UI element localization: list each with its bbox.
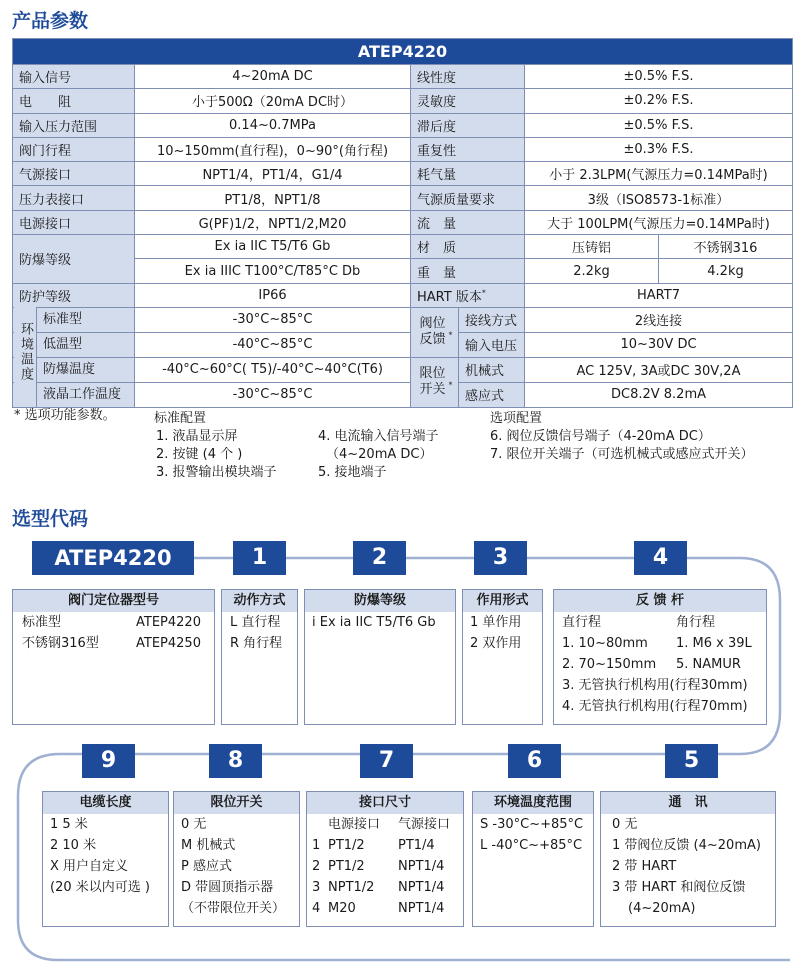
spec-value: NPT1/4，PT1/4，G1/4 xyxy=(135,162,411,186)
spec-label: 低温型 xyxy=(43,336,83,352)
list-item xyxy=(562,612,752,633)
list-item: S -30°C~+85°C xyxy=(480,817,584,832)
list-item: L -40°C~+85°C xyxy=(480,838,583,853)
option-name: NPT1/2 xyxy=(328,880,375,895)
spec-value: G(PF)1/2，NPT1/2,M20 xyxy=(135,210,411,234)
spec-label: 输入电压 xyxy=(459,332,525,357)
list-item: 0 无 xyxy=(612,817,638,832)
spec-label: 气源接口 xyxy=(13,162,135,186)
list-item: L 直行程 xyxy=(230,615,281,630)
spec-label: 灵敏度 xyxy=(411,89,525,113)
spec-value: -40°C~60°C( T5)/-40°C~40°C(T6) xyxy=(135,357,411,382)
spec-value: Ex ia IIIC T100°C/T85°C Db xyxy=(135,259,411,283)
option-name: NPT1/4 xyxy=(398,859,445,874)
list-item: 3. 无管执行机构用(行程30mm) xyxy=(562,678,748,693)
list-item: 2. 按键 (4 个 ) xyxy=(156,447,243,462)
spec-value: Ex ia IIC T5/T6 Gb xyxy=(135,235,411,259)
spec-label: 感应式 xyxy=(459,382,525,407)
optional-mark: * xyxy=(481,288,486,298)
list-item xyxy=(312,898,450,919)
group-body xyxy=(181,814,285,919)
optional-mark: * xyxy=(448,381,453,391)
model-code-box: ATEP4220 xyxy=(32,541,194,575)
list-item: i Ex ia IIC T5/T6 Gb xyxy=(312,615,436,630)
group-body xyxy=(22,612,201,654)
code-box-6: 6 xyxy=(508,744,561,778)
option-code: ATEP4250 xyxy=(136,636,201,651)
group-title: 接口尺寸 xyxy=(307,792,463,814)
spec-label: 标准型 xyxy=(43,311,83,327)
spec-value: 4.2kg xyxy=(659,259,793,283)
option-name: 标准型 xyxy=(22,615,62,630)
spec-value: 2线连接 xyxy=(525,307,793,332)
group-body xyxy=(612,814,761,919)
spec-value: 0.14~0.7MPa xyxy=(135,113,411,137)
spec-label: 防爆温度 xyxy=(43,361,96,377)
list-item: 1 带阀位反馈 (4~20mA) xyxy=(612,838,761,853)
code-box-1: 1 xyxy=(233,541,286,575)
list-item: R 角行程 xyxy=(230,636,283,651)
spec-value: 10~30V DC xyxy=(525,332,793,357)
option-code: 2 xyxy=(312,859,321,874)
spec-value: -30°C~85°C xyxy=(135,307,411,332)
column-header: 气源接口 xyxy=(398,817,451,832)
option-name: 2. 70~150mm xyxy=(562,657,657,672)
list-item: 1 5 米 xyxy=(50,817,88,832)
section-title-code: 选型代码 xyxy=(12,508,89,530)
list-item xyxy=(312,877,450,898)
spec-value: -30°C~85°C xyxy=(135,382,411,407)
limit-label-text: 限位开关 xyxy=(419,366,446,398)
standard-config-title: 标准配置 xyxy=(154,411,207,426)
code-box-4: 4 xyxy=(634,541,687,575)
list-item xyxy=(562,654,752,675)
option-name: PT1/4 xyxy=(398,838,435,853)
list-item: 4. 电流输入信号端子 xyxy=(318,429,439,444)
group-title: 反 馈 杆 xyxy=(554,590,766,612)
option-code: 3 xyxy=(312,880,321,895)
option-config-title: 选项配置 xyxy=(490,411,543,426)
group-body xyxy=(50,814,150,898)
code-box-2: 2 xyxy=(353,541,406,575)
list-item: 2 双作用 xyxy=(470,636,522,651)
spec-label: 输入信号 xyxy=(13,65,135,89)
list-item: (4~20mA) xyxy=(628,901,696,916)
spec-value: 大于 100LPM(气源压力=0.14MPa时) xyxy=(525,210,793,234)
code-box-7: 7 xyxy=(360,744,413,778)
list-item: 1 单作用 xyxy=(470,615,522,630)
list-item xyxy=(562,633,752,654)
group-body xyxy=(312,814,450,919)
option-name: NPT1/4 xyxy=(398,901,445,916)
list-item: 7. 限位开关端子（可选机械式或感应式开关） xyxy=(490,447,754,462)
spec-label: 防爆等级 xyxy=(13,235,135,284)
column-header: 电源接口 xyxy=(328,817,381,832)
spec-value: DC8.2V 8.2mA xyxy=(525,382,793,407)
spec-label: 电 阻 xyxy=(13,89,135,113)
spec-value: ±0.3% F.S. xyxy=(525,137,793,161)
group-title: 限位开关 xyxy=(174,792,299,814)
group-title: 环境温度范围 xyxy=(473,792,593,814)
feedback-label-text: 阀位反馈 xyxy=(419,316,446,348)
spec-value: 不锈钢316 xyxy=(659,235,793,259)
list-header xyxy=(312,814,450,835)
list-item: （4~20mA DC） xyxy=(326,447,433,462)
list-item: (20 米以内可选 ) xyxy=(50,880,150,895)
list-item: 0 无 xyxy=(181,817,207,832)
spec-label: 耗气量 xyxy=(411,162,525,186)
group-body xyxy=(480,814,583,856)
group-body xyxy=(230,612,282,654)
spec-label: 机械式 xyxy=(459,357,525,382)
list-item: （不带限位开关） xyxy=(181,901,286,916)
spec-value: IP66 xyxy=(135,283,411,307)
group-title: 防爆等级 xyxy=(305,590,455,612)
option-name: PT1/2 xyxy=(328,838,365,853)
group-title: 阀门定位器型号 xyxy=(13,590,214,612)
optional-note: * 选项功能参数。 xyxy=(14,408,116,423)
option-code: 1 xyxy=(312,838,321,853)
group-title: 作用形式 xyxy=(463,590,542,612)
spec-value: -40°C~85°C xyxy=(135,332,411,357)
spec-label: 防护等级 xyxy=(13,283,135,307)
spec-label: 流 量 xyxy=(411,210,525,234)
list-item: 3. 报警输出模块端子 xyxy=(156,465,277,480)
list-item xyxy=(312,856,450,877)
group-title: 电缆长度 xyxy=(43,792,168,814)
spec-label-text: HART 版本 xyxy=(417,289,482,305)
group-body xyxy=(312,612,436,633)
option-name: 直行程 xyxy=(562,615,602,630)
spec-label: 液晶工作温度 xyxy=(43,386,122,402)
list-item: 5. 接地端子 xyxy=(318,465,387,480)
code-box-9: 9 xyxy=(82,744,135,778)
spec-value: 小于500Ω（20mA DC时） xyxy=(135,89,411,113)
spec-label: 气源质量要求 xyxy=(411,186,525,210)
list-item: 4. 无管执行机构用(行程70mm) xyxy=(562,699,748,714)
spec-label: 输入压力范围 xyxy=(13,113,135,137)
spec-label: 重 量 xyxy=(411,259,525,283)
spec-label: 电源接口 xyxy=(13,210,135,234)
list-item: P 感应式 xyxy=(181,859,232,874)
option-name: NPT1/4 xyxy=(398,880,445,895)
list-item: 2 10 米 xyxy=(50,838,97,853)
optional-mark: * xyxy=(448,331,453,341)
spec-value: ±0.5% F.S. xyxy=(525,113,793,137)
env-temp-label: 环境温度 xyxy=(14,307,36,397)
code-box-5: 5 xyxy=(665,744,718,778)
spec-label: 线性度 xyxy=(411,65,525,89)
option-name: 5. NAMUR xyxy=(676,657,741,672)
group-body xyxy=(562,612,752,717)
group-title: 动作方式 xyxy=(222,590,297,612)
model-header: ATEP4220 xyxy=(13,39,793,65)
option-name: 1. M6 x 39L xyxy=(676,636,752,651)
option-name: 不锈钢316型 xyxy=(22,636,99,651)
spec-label: 阀门行程 xyxy=(13,137,135,161)
list-item xyxy=(312,835,450,856)
spec-value: 小于 2.3LPM(气源压力=0.14MPa时) xyxy=(525,162,793,186)
spec-value: HART7 xyxy=(525,283,793,307)
list-item: 6. 阀位反馈信号端子（4-20mA DC） xyxy=(490,429,711,444)
spec-value: PT1/8，NPT1/8 xyxy=(135,186,411,210)
spec-label: 材 质 xyxy=(411,235,525,259)
section-title-params: 产品参数 xyxy=(12,10,89,32)
option-name: 1. 10~80mm xyxy=(562,636,648,651)
group-title: 通 讯 xyxy=(601,792,775,814)
spec-value: 2.2kg xyxy=(525,259,659,283)
list-item: 1. 液晶显示屏 xyxy=(156,429,238,444)
spec-value: ±0.5% F.S. xyxy=(525,65,793,89)
spec-label: 接线方式 xyxy=(459,307,525,332)
spec-label: 滞后度 xyxy=(411,113,525,137)
option-code: 4 xyxy=(312,901,321,916)
option-code: ATEP4220 xyxy=(136,615,201,630)
list-item xyxy=(22,612,201,633)
code-box-3: 3 xyxy=(474,541,527,575)
option-name: PT1/2 xyxy=(328,859,365,874)
list-item: X 用户自定义 xyxy=(50,859,129,874)
group-body xyxy=(470,612,521,654)
spec-label: 压力表接口 xyxy=(13,186,135,210)
spec-value: 3级（ISO8573-1标准） xyxy=(525,186,793,210)
list-item: D 带圆顶指示器 xyxy=(181,880,274,895)
spec-value: ±0.2% F.S. xyxy=(525,89,793,113)
code-box-8: 8 xyxy=(209,744,262,778)
option-name: M20 xyxy=(328,901,356,916)
list-item: M 机械式 xyxy=(181,838,236,853)
spec-value: 4~20mA DC xyxy=(135,65,411,89)
list-item xyxy=(22,633,201,654)
spec-value: 压铸铝 xyxy=(525,235,659,259)
list-item: 3 带 HART 和阀位反馈 xyxy=(612,880,746,895)
spec-value: AC 125V, 3A或DC 30V,2A xyxy=(525,357,793,382)
spec-label: 重复性 xyxy=(411,137,525,161)
option-name: 角行程 xyxy=(676,615,716,630)
spec-value: 10~150mm(直行程)，0~90°(角行程) xyxy=(135,137,411,161)
list-item: 2 带 HART xyxy=(612,859,677,874)
